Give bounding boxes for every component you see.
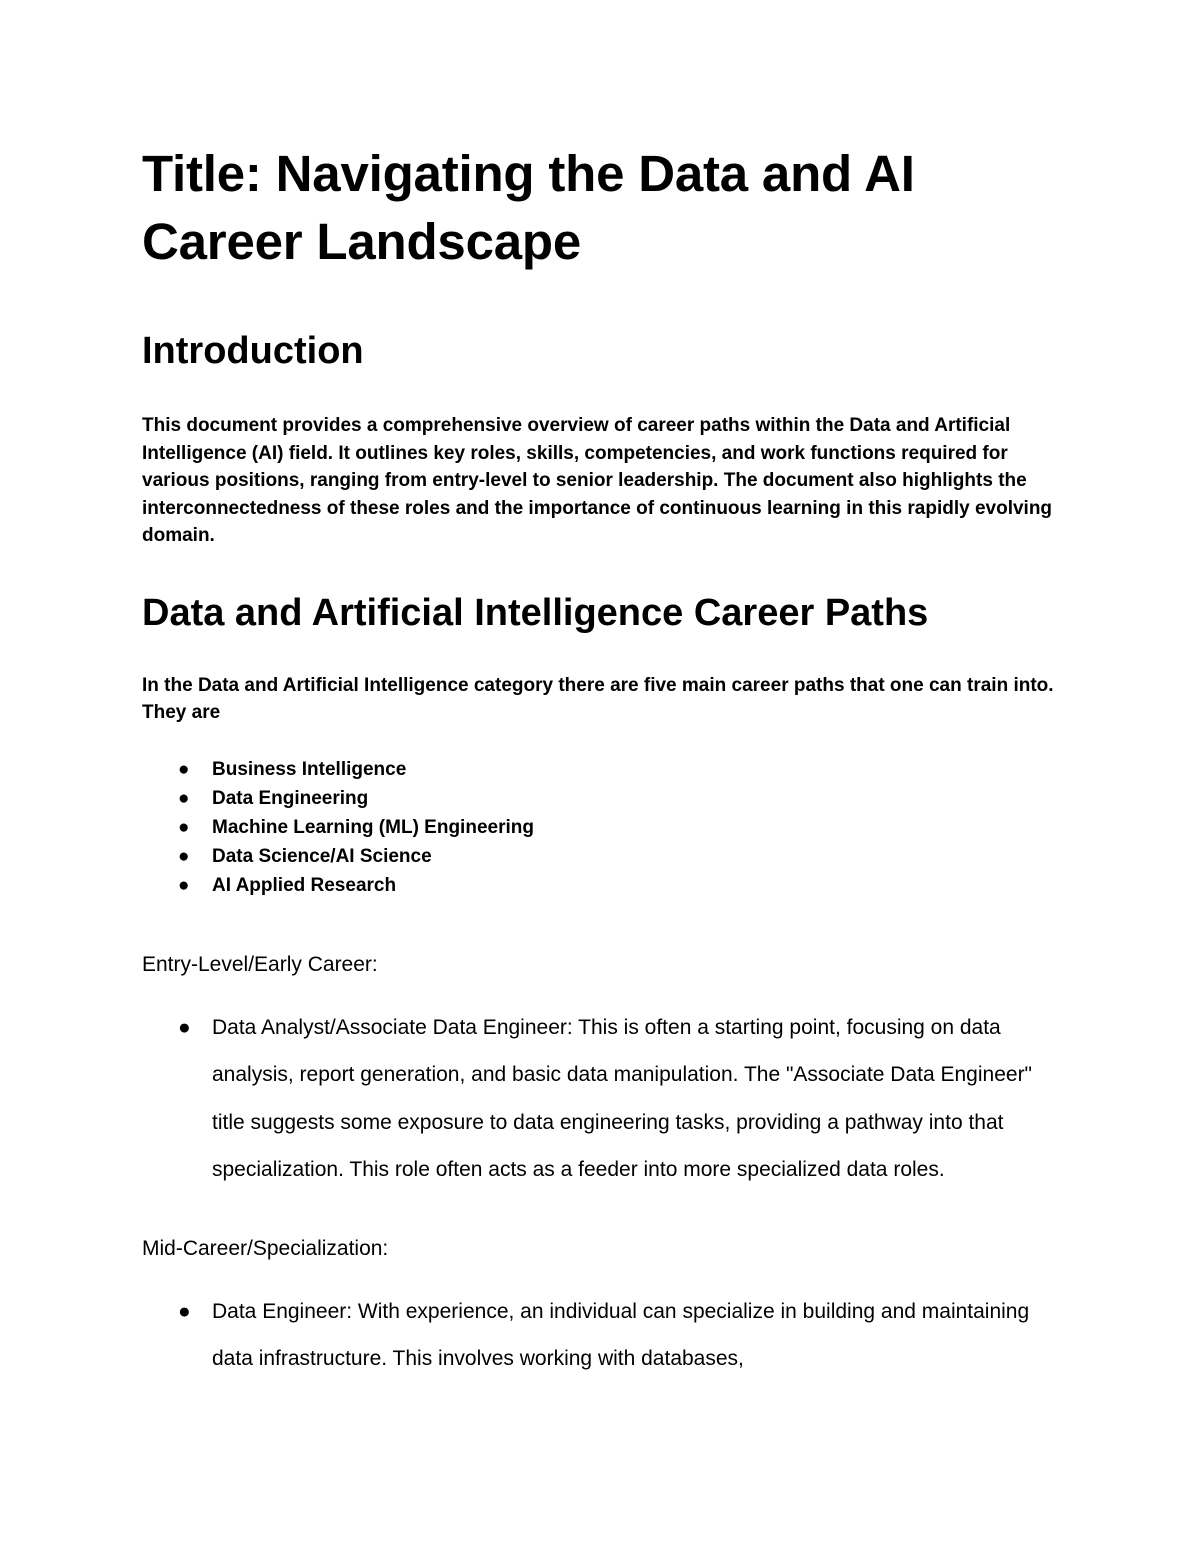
document-body — [142, 140, 1062, 1383]
mid-career-label: Mid-Career/Specialization: — [142, 1236, 389, 1260]
career-paths-paragraph: In the Data and Artificial Intelligence category there are five main career paths that one can train into. They are — [142, 674, 1054, 723]
list-item — [142, 1004, 1062, 1194]
bullet-icon: ● — [178, 758, 190, 780]
list-item — [142, 784, 1062, 813]
list-item-text: Business Intelligence — [212, 758, 407, 780]
list-item-text: AI Applied Research — [212, 874, 397, 896]
bullet-icon: ● — [178, 816, 190, 838]
list-item — [142, 813, 1062, 842]
bullet-icon: ● — [178, 845, 190, 867]
document-title: Title: Navigating the Data and AI Career Landscape — [142, 145, 915, 270]
list-item-text: Data Analyst/Associate Data Engineer: This is often a starting point, focusing on data analysis, report generation, and basic data manipulation. The "Associate Data Engineer" title suggests some exposure to data engineering tasks, providing a pathway into that specialization. This role often acts as a feeder into more specialized data roles. — [212, 1015, 1033, 1181]
introduction-heading: Introduction — [142, 330, 364, 372]
list-item-text: Machine Learning (ML) Engineering — [212, 816, 534, 838]
career-paths-list — [142, 755, 1062, 900]
list-item-text: Data Engineering — [212, 787, 369, 809]
entry-level-list — [142, 1004, 1062, 1194]
introduction-paragraph: This document provides a comprehensive overview of career paths within the Data and Artificial Intelligence (AI) field. It outlines key roles, skills, competencies, and work functions required for various positions, ranging from entry-level to senior leadership. The document also highlights the interconnectedness of these roles and the importance of continuous learning in this rapidly evolving domain. — [142, 415, 1053, 546]
mid-career-list — [142, 1288, 1062, 1383]
list-item — [142, 1288, 1062, 1383]
entry-level-label: Entry-Level/Early Career: — [142, 952, 378, 976]
bullet-icon: ● — [178, 1015, 191, 1039]
bullet-icon: ● — [178, 787, 190, 809]
bullet-icon: ● — [178, 874, 190, 896]
list-item — [142, 842, 1062, 871]
list-item-text: Data Engineer: With experience, an individual can specialize in building and maintaining data infrastructure. This involves working with databases, — [212, 1299, 1030, 1370]
list-item-text: Data Science/AI Science — [212, 845, 432, 867]
list-item — [142, 755, 1062, 784]
list-item — [142, 871, 1062, 900]
bullet-icon: ● — [178, 1299, 191, 1323]
career-paths-heading: Data and Artificial Intelligence Career Paths — [142, 591, 929, 634]
